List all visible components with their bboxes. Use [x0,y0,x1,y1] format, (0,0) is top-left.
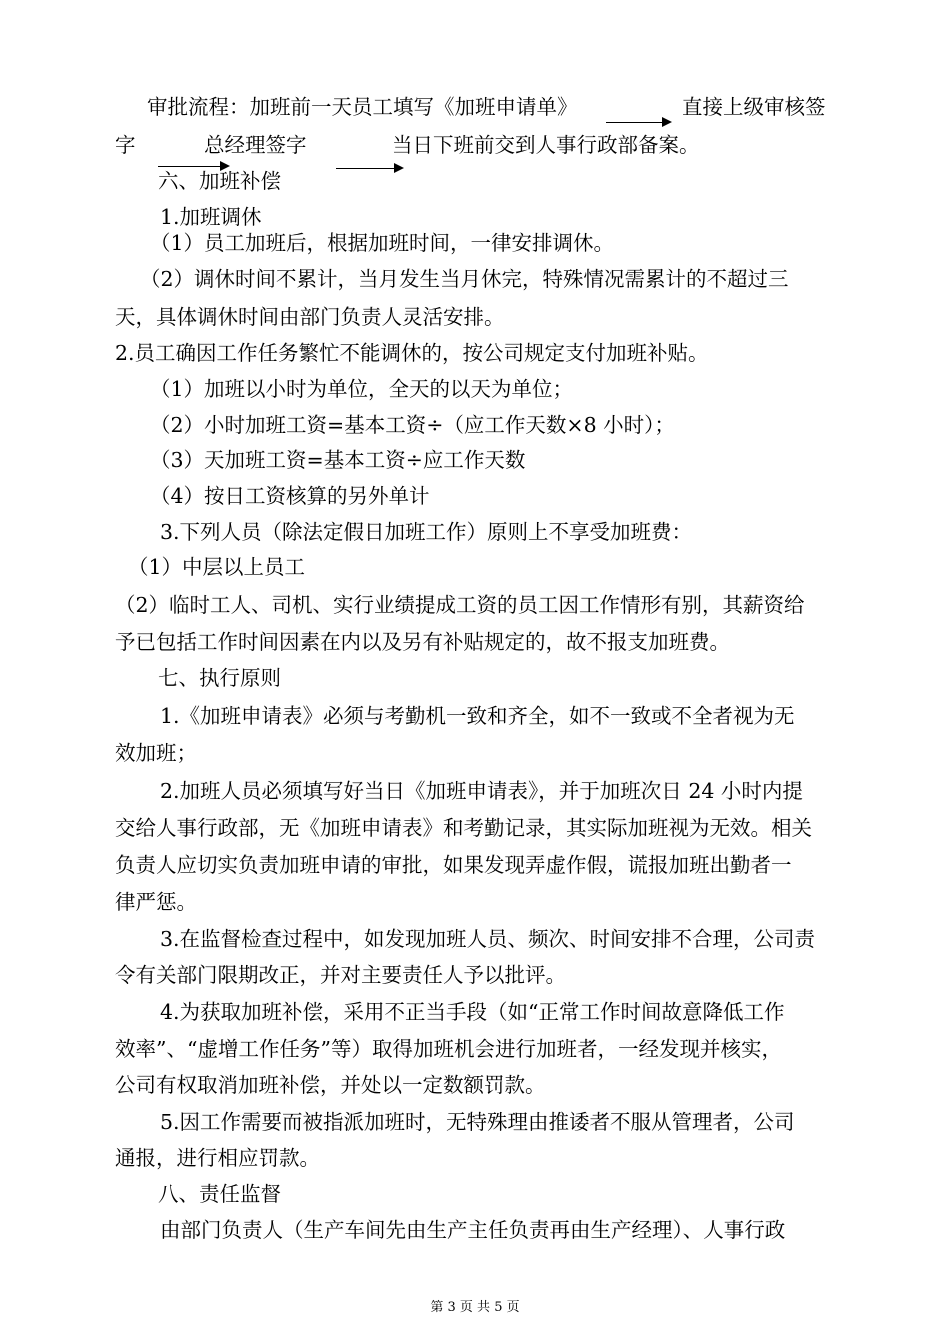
page-number-footer: 第 3 页 共 5 页 [430,1300,520,1315]
section-7-heading: 七、执行原则 [158,666,281,690]
section-6-item-3-2b: 予已包括工作时间因素在内以及另有补贴规定的，故不报支加班费。 [115,630,730,654]
section-7-p2a: 2.加班人员必须填写好当日《加班申请表》，并于加班次日 24 小时内提 [160,779,803,803]
section-7-p2b: 交给人事行政部，无《加班申请表》和考勤记录，其实际加班视为无效。相关 [115,816,812,840]
section-6-item-1: 1.加班调休 [160,205,262,229]
approval-line-1-right: 直接上级审核签 [682,95,826,119]
approval-line-2-a: 字 [115,133,136,157]
section-6-item-1-2a: （2）调休时间不累计，当月发生当月休完，特殊情况需累计的不超过三 [140,267,789,291]
section-7-p4b: 效率”、“虚增工作任务”等）取得加班机会进行加班者，一经发现并核实， [115,1037,782,1061]
section-8-heading: 八、责任监督 [158,1182,281,1206]
section-7-p1b: 效加班； [115,741,197,765]
approval-line-1: 审批流程：加班前一天员工填写《加班申请单》 [147,95,578,119]
section-6-heading: 六、加班补偿 [158,169,281,193]
section-7-p2c: 负责人应切实负责加班申请的审批，如果发现弄虚作假，谎报加班出勤者一 [115,853,792,877]
flow-arrow-1 [606,122,670,123]
section-6-item-2-2: （2）小时加班工资=基本工资÷（应工作天数×8 小时）； [150,413,675,437]
section-7-p5b: 通报，进行相应罚款。 [115,1146,320,1170]
section-7-p3b: 令有关部门限期改正，并对主要责任人予以批评。 [115,963,566,987]
section-8-p1: 由部门负责人（生产车间先由生产主任负责再由生产经理）、人事行政 [160,1218,786,1242]
section-6-item-2-4: （4）按日工资核算的另外单计 [150,484,430,508]
section-6-item-3-1: （1）中层以上员工 [128,555,306,579]
section-7-p1a: 1.《加班申请表》必须与考勤机一致和齐全，如不一致或不全者视为无 [160,704,795,728]
section-7-p4a: 4.为获取加班补偿，采用不正当手段（如“正常工作时间故意降低工作 [160,1000,785,1024]
section-6-item-2: 2.员工确因工作任务繁忙不能调休的，按公司规定支付加班补贴。 [115,341,709,365]
section-6-item-1-2b: 天，具体调休时间由部门负责人灵活安排。 [115,305,505,329]
section-7-p3a: 3.在监督检查过程中，如发现加班人员、频次、时间安排不合理，公司责 [160,927,816,951]
section-6-item-2-3: （3）天加班工资=基本工资÷应工作天数 [150,448,526,472]
section-6-item-3: 3.下列人员（除法定假日加班工作）原则上不享受加班费： [160,520,693,544]
section-6-item-3-2a: （2）临时工人、司机、实行业绩提成工资的员工因工作情形有别，其薪资给 [115,593,805,617]
section-6-item-2-1: （1）加班以小时为单位，全天的以天为单位； [150,377,574,401]
approval-line-2-b: 总经理签字 [204,133,307,157]
section-7-p5a: 5.因工作需要而被指派加班时，无特殊理由推诿者不服从管理者，公司 [160,1110,795,1134]
section-7-p2d: 律严惩。 [115,890,197,914]
section-7-p4c: 公司有权取消加班补偿，并处以一定数额罚款。 [115,1073,546,1097]
approval-line-2-c: 当日下班前交到人事行政部备案。 [392,133,700,157]
section-6-item-1-1: （1）员工加班后，根据加班时间，一律安排调休。 [150,231,615,255]
flow-arrow-3 [336,168,402,169]
